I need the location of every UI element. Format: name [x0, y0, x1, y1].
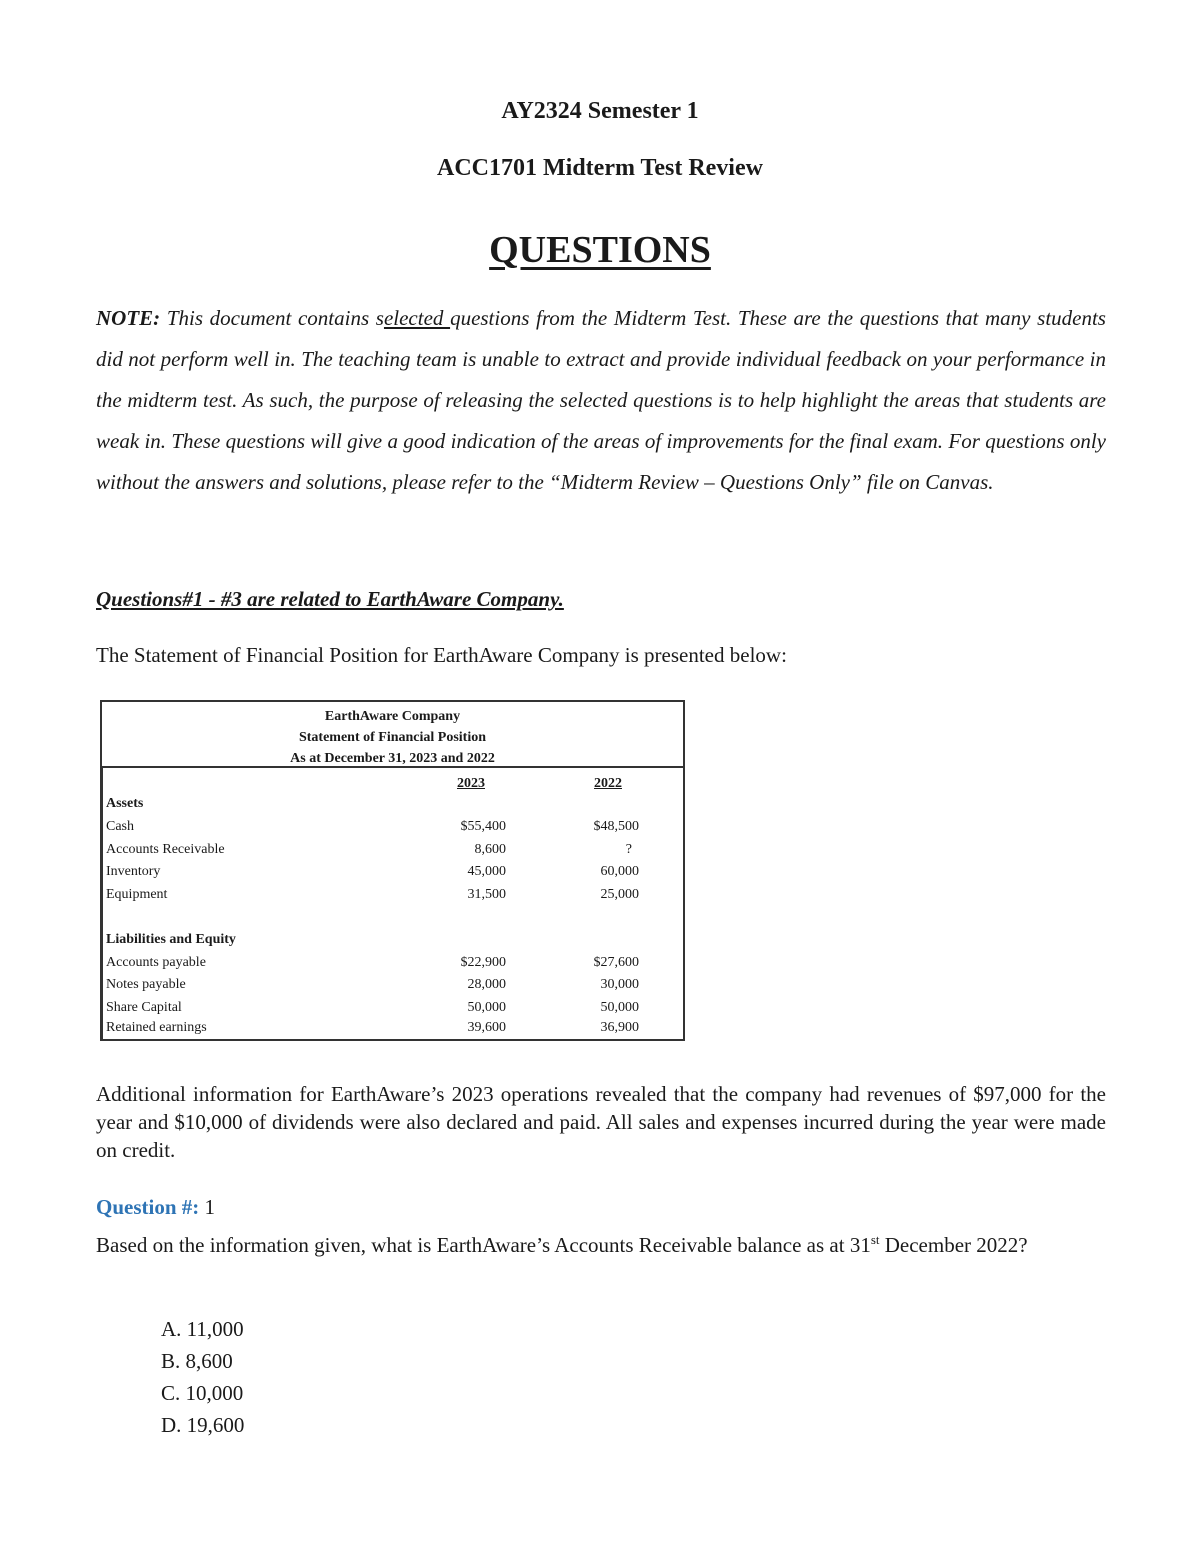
question-text-end: December 2022?: [879, 1233, 1028, 1257]
semester-heading: AY2324 Semester 1: [501, 98, 699, 124]
value-2023: 39,600: [467, 1020, 506, 1035]
question-text-main: Based on the information given, what is EarthAware’s Accounts Receivable balance as at 31: [96, 1233, 871, 1257]
value-2022: 36,900: [600, 1020, 639, 1035]
table-row: [102, 977, 687, 999]
year-header-2023: 2023: [457, 776, 485, 791]
value-2023: $55,400: [460, 819, 506, 834]
liabilities-section-label: Liabilities and Equity: [106, 932, 236, 947]
option-a: A. 11,000: [161, 1317, 244, 1341]
statement-header: [102, 702, 683, 768]
ordinal-suffix: st: [870, 1232, 880, 1247]
option-d: D. 19,600: [161, 1413, 245, 1437]
statement-title: Statement of Financial Position: [298, 730, 487, 745]
option-c: C. 10,000: [161, 1381, 244, 1405]
note-text-2: questions from the Midterm Test. These are the questions that many students did not perform well in. The teaching team is unable to extract and provide individual feedback on your performance in the midterm test. As such, the purpose of releasing the selected questions is to help highlight the areas that students are weak in. These questions will give a good indication of the areas of improvements for the final exam. For questions only without the answers and solutions, please refer to the “Midterm Review – Questions Only” file on Canvas.: [96, 306, 1106, 494]
question-number-value: 1: [199, 1195, 216, 1219]
question-number: [96, 1195, 215, 1220]
note-label: NOTE:: [96, 306, 161, 330]
value-2023: 8,600: [474, 842, 506, 857]
year-header-2022: 2022: [594, 776, 622, 791]
row-label: Inventory: [106, 864, 161, 879]
answer-options: [161, 1313, 244, 1441]
value-2022: 25,000: [600, 887, 639, 902]
row-label: Accounts payable: [106, 955, 206, 970]
value-2022: 60,000: [600, 864, 639, 879]
statement-intro: The Statement of Financial Position for EarthAware Company is presented below:: [96, 643, 787, 667]
value-2022: $27,600: [593, 955, 639, 970]
table-row: [102, 1020, 687, 1042]
value-2022: 30,000: [600, 977, 639, 992]
value-2023: 50,000: [467, 1000, 506, 1015]
assets-section-label: Assets: [106, 796, 144, 811]
value-2022: 50,000: [600, 1000, 639, 1015]
question-label: Question #:: [96, 1195, 200, 1219]
statement-date: As at December 31, 2023 and 2022: [290, 751, 495, 766]
option-b: B. 8,600: [161, 1349, 233, 1373]
financial-statement-table: [100, 700, 685, 1041]
row-label: Notes payable: [106, 977, 186, 992]
row-label: Equipment: [106, 887, 168, 902]
row-label: Accounts Receivable: [106, 842, 225, 857]
additional-information: Additional information for EarthAware’s 2023 operations revealed that the company had revenues of $97,000 for the year and $10,000 of dividends were also declared and paid. All sales and expenses incurred during the year were made on credit.: [96, 1082, 1106, 1162]
table-row: [102, 819, 687, 841]
question-text: [96, 1225, 1106, 1260]
table-row: [102, 842, 687, 864]
value-2022: $48,500: [593, 819, 639, 834]
questions-group-heading: Questions#1 - #3 are related to EarthAware Company.: [96, 587, 564, 611]
row-label: Cash: [106, 819, 134, 834]
note-underlined-text: elected: [383, 306, 451, 330]
section-title: QUESTIONS: [489, 229, 711, 271]
table-row: [102, 1000, 687, 1022]
value-2023: 31,500: [467, 887, 506, 902]
value-2023: 45,000: [467, 864, 506, 879]
value-2023: 28,000: [467, 977, 506, 992]
course-heading: ACC1701 Midterm Test Review: [437, 155, 763, 181]
note-paragraph: [96, 298, 1106, 503]
table-row: [102, 864, 687, 886]
table-row: [102, 955, 687, 977]
value-2023: $22,900: [460, 955, 506, 970]
row-label: Share Capital: [106, 1000, 182, 1015]
value-2022: ?: [625, 842, 632, 857]
table-row: [102, 887, 687, 909]
row-label: Retained earnings: [106, 1020, 207, 1035]
note-text-1: This document contains s: [160, 306, 384, 330]
statement-company: EarthAware Company: [324, 709, 461, 724]
